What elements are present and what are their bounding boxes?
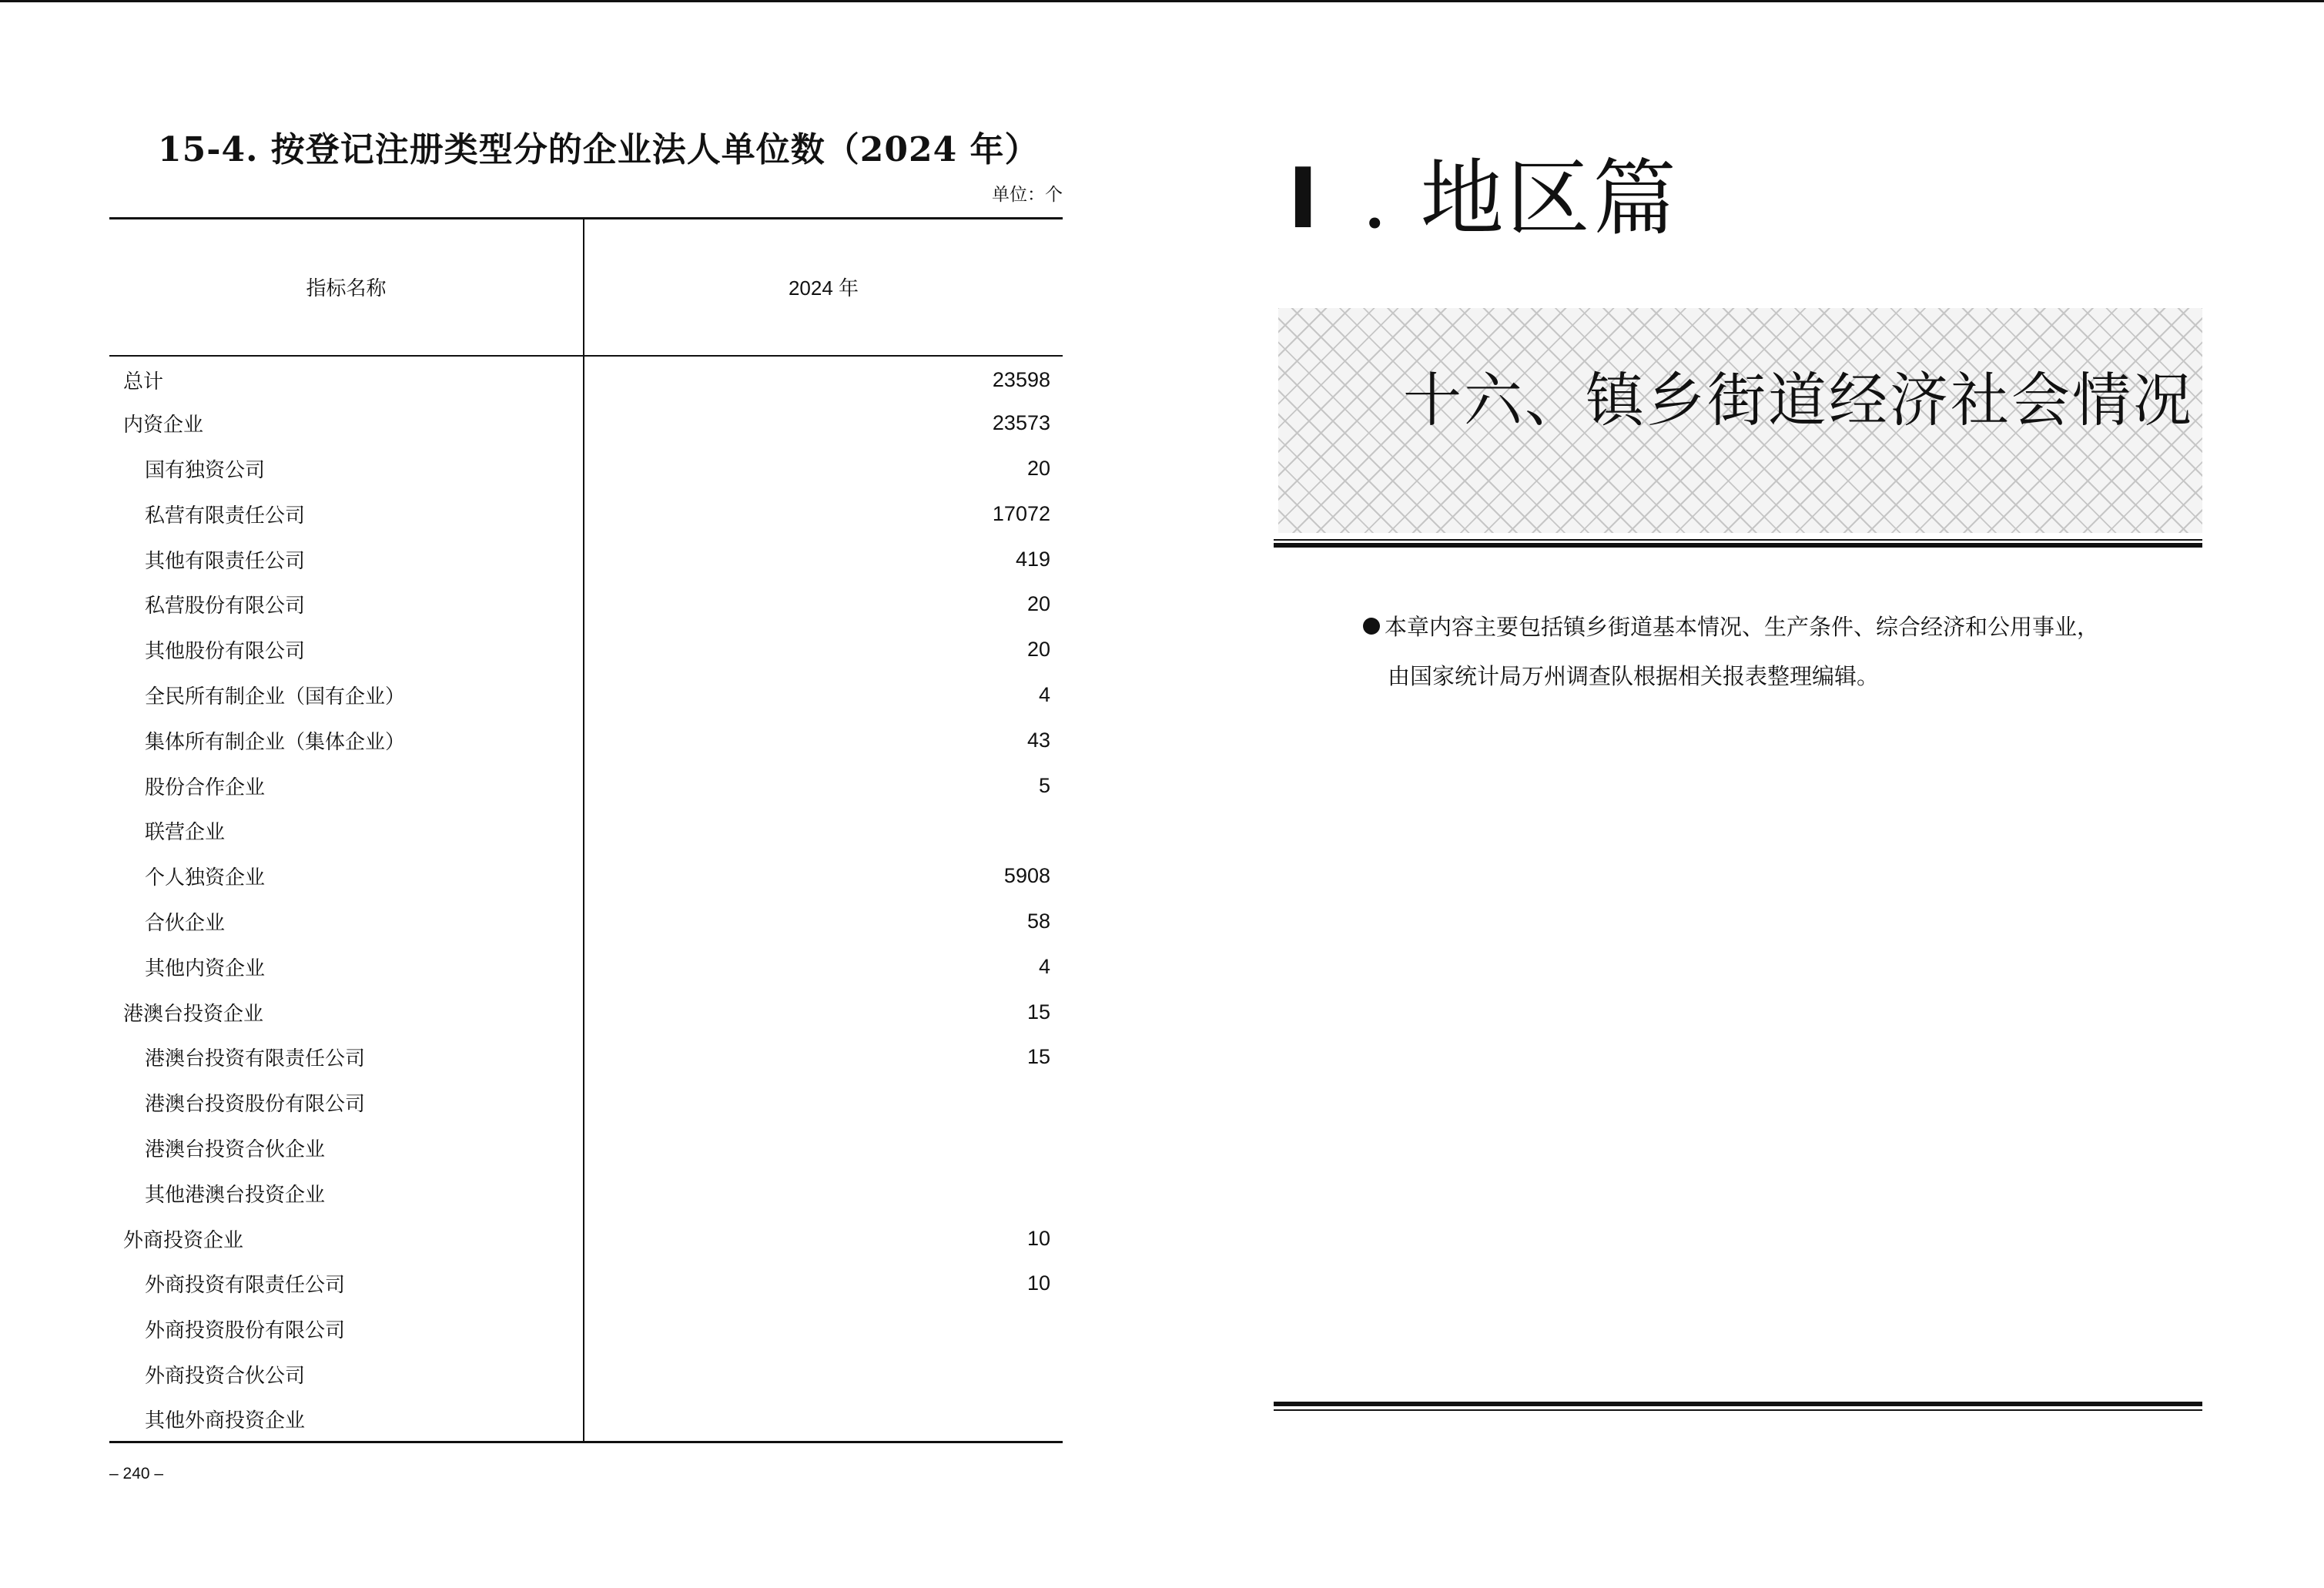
section-title: . 地区篇	[1361, 151, 1679, 247]
header-indicator-name: 指标名称	[109, 219, 584, 356]
row-indicator-name: 私营有限责任公司	[109, 491, 584, 537]
table-row	[109, 400, 1063, 446]
row-value: 15	[1026, 1045, 1050, 1069]
table-row	[109, 356, 1063, 401]
table-row	[109, 1080, 1063, 1125]
row-indicator-name: 内资企业	[109, 400, 584, 446]
table-row	[109, 1171, 1063, 1216]
row-value: 23598	[992, 367, 1050, 391]
row-value: 20	[1026, 456, 1050, 480]
row-indicator-name: 股份合作企业	[109, 763, 584, 809]
row-indicator-name: 个人独资企业	[109, 853, 584, 899]
row-value: 43	[1026, 728, 1050, 752]
row-indicator-name: 其他股份有限公司	[109, 627, 584, 672]
table-row	[109, 491, 1063, 537]
header-year: 2024 年	[584, 219, 1063, 356]
row-indicator-name: 港澳台投资合伙企业	[109, 1125, 584, 1171]
row-value	[584, 1125, 1063, 1171]
section-heading	[1288, 151, 1679, 247]
row-indicator-name: 港澳台投资股份有限公司	[109, 1080, 584, 1125]
row-value: 20	[1026, 592, 1050, 616]
table-row	[109, 899, 1063, 944]
row-value	[584, 808, 1063, 853]
row-value	[584, 1080, 1063, 1125]
row-value: 4	[1038, 682, 1050, 706]
table-title: 15-4. 按登记注册类型分的企业法人单位数（2024 年）	[158, 130, 1040, 169]
row-indicator-name: 港澳台投资有限责任公司	[109, 1034, 584, 1080]
table-row	[109, 1261, 1063, 1306]
table-row	[109, 537, 1063, 582]
table-row	[109, 1306, 1063, 1352]
row-indicator-name: 私营股份有限公司	[109, 581, 584, 627]
row-indicator-name: 全民所有制企业（国有企业）	[109, 672, 584, 718]
row-value: 20	[1026, 638, 1050, 662]
table-row	[109, 446, 1063, 491]
enterprise-count-table	[109, 217, 1063, 1443]
page-number: – 240 –	[109, 1465, 164, 1482]
row-indicator-name: 联营企业	[109, 808, 584, 853]
bullet-dot-icon	[1363, 618, 1380, 635]
row-value	[584, 1306, 1063, 1352]
table-row	[109, 763, 1063, 809]
table-unit-label: 单位：个	[992, 185, 1063, 205]
row-value	[584, 1397, 1063, 1442]
chapter-intro	[1363, 602, 2179, 701]
row-value: 5908	[1003, 864, 1050, 888]
row-indicator-name: 合伙企业	[109, 899, 584, 944]
top-border-rule	[0, 0, 2324, 2]
table-row	[109, 808, 1063, 853]
table-row	[109, 1034, 1063, 1080]
row-indicator-name: 港澳台投资企业	[109, 990, 584, 1035]
row-indicator-name: 其他外商投资企业	[109, 1397, 584, 1442]
table-row	[109, 1352, 1063, 1397]
intro-line-1	[1363, 602, 2179, 652]
row-indicator-name: 外商投资合伙公司	[109, 1352, 584, 1397]
table-row	[109, 672, 1063, 718]
row-indicator-name: 外商投资企业	[109, 1216, 584, 1261]
table-body	[109, 356, 1063, 1442]
row-indicator-name: 其他内资企业	[109, 944, 584, 990]
row-value	[584, 1171, 1063, 1216]
row-value: 10	[1026, 1226, 1050, 1250]
chapter-rule-top-thick	[1274, 543, 2202, 548]
row-indicator-name: 其他港澳台投资企业	[109, 1171, 584, 1216]
table-row	[109, 990, 1063, 1035]
row-indicator-name: 外商投资股份有限公司	[109, 1306, 584, 1352]
table-row	[109, 718, 1063, 763]
table-row	[109, 1125, 1063, 1171]
row-value: 4	[1038, 954, 1050, 978]
row-value: 10	[1026, 1271, 1050, 1295]
table-row	[109, 581, 1063, 627]
intro-line-2: 由国家统计局万州调查队根据相关报表整理编辑。	[1388, 663, 1880, 689]
row-value: 17072	[992, 501, 1050, 525]
row-indicator-name: 国有独资公司	[109, 446, 584, 491]
intro-line-1-text: 本章内容主要包括镇乡街道基本情况、生产条件、综合经济和公用事业，	[1385, 614, 2100, 640]
chapter-rule-bottom-thin	[1274, 1409, 2202, 1411]
table-row	[109, 627, 1063, 672]
table-row	[109, 853, 1063, 899]
chapter-rule-top-thin	[1274, 539, 2202, 541]
table-row	[109, 1216, 1063, 1261]
section-numeral: I	[1288, 151, 1322, 247]
chapter-rule-bottom-thick	[1274, 1402, 2202, 1406]
row-value: 15	[1026, 1000, 1050, 1023]
table-row	[109, 1397, 1063, 1442]
row-indicator-name: 集体所有制企业（集体企业）	[109, 718, 584, 763]
row-indicator-name: 外商投资有限责任公司	[109, 1261, 584, 1306]
row-indicator-name: 总计	[109, 356, 584, 401]
table-row	[109, 944, 1063, 990]
row-value: 5	[1038, 773, 1050, 797]
row-value: 419	[1015, 547, 1050, 571]
table-header-row	[109, 219, 1063, 356]
row-value: 58	[1026, 909, 1050, 933]
row-indicator-name: 其他有限责任公司	[109, 537, 584, 582]
row-value: 23573	[992, 411, 1050, 435]
chapter-title: 十六、镇乡街道经济社会情况	[1403, 366, 2194, 434]
row-value	[584, 1352, 1063, 1397]
